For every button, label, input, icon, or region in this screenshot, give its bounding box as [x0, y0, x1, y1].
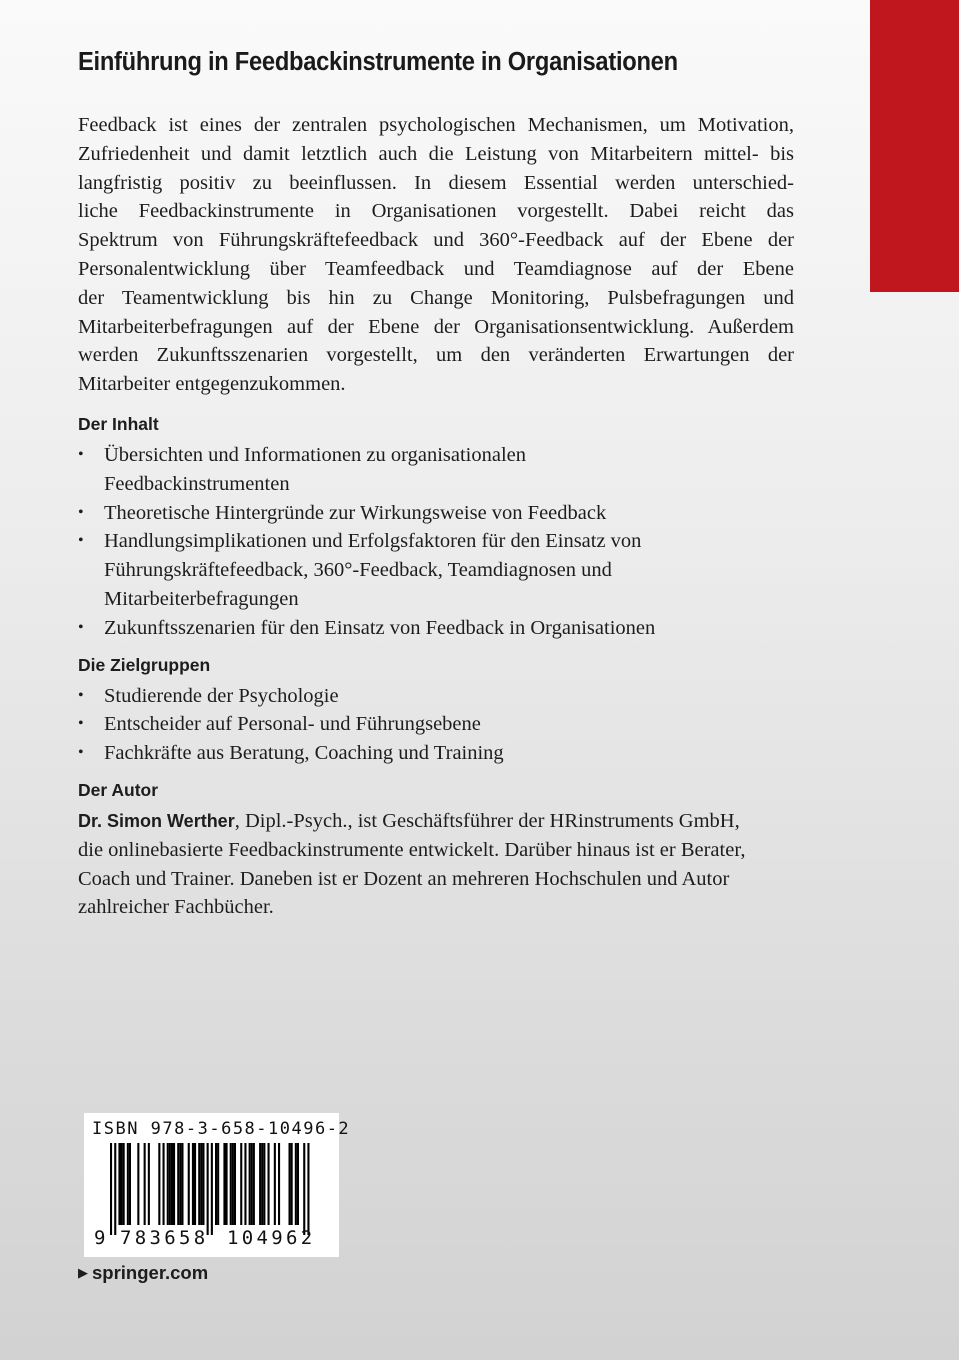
list-item: • Handlungsimplikationen und Erfolgsfaktoren für den Einsatz von Führungskräftefeedback, 360°-Feedback, Teamdiagnosen und Mitarbeiterbefragungen [78, 527, 728, 613]
intro-line: Feedback ist eines der zentralen psychologischen Mechanismen, um Motivation, [78, 114, 794, 136]
barcode-bar [240, 1143, 242, 1225]
list-item: • Theoretische Hintergründe zur Wirkungsweise von Feedback [78, 499, 794, 528]
barcode-bar [129, 1143, 131, 1225]
barcode-bar [297, 1143, 299, 1225]
barcode-bar [234, 1143, 236, 1225]
barcode-bar [173, 1143, 175, 1225]
intro-line: liche Feedbackinstrumente in Organisationen vorgestellt. Dabei reicht das [78, 200, 794, 223]
barcode-bar [232, 1143, 234, 1225]
barcode-bar [259, 1143, 261, 1225]
barcode-bar [200, 1143, 202, 1225]
barcode-guard-bar [207, 1143, 209, 1235]
intro-line: werden Zukunftsszenarien vorgestellt, um den veränderten Erwartungen der [78, 344, 794, 367]
barcode-bar [121, 1143, 123, 1225]
barcode-bar [179, 1143, 181, 1225]
arrow-right-icon: ▶ [78, 1265, 88, 1280]
barcode-bar [226, 1143, 228, 1225]
publisher-link[interactable] [78, 1262, 208, 1284]
barcode-guard-bar [211, 1143, 213, 1235]
barcode-bar [274, 1143, 276, 1225]
section-heading-inhalt: Der Inhalt [78, 413, 159, 434]
list-item: • Studierende der Psychologie [78, 682, 794, 711]
barcode-bar [223, 1143, 225, 1225]
barcode-bar [253, 1143, 255, 1225]
intro-line: Spektrum von Führungskräftefeedback und 360°-Feedback auf der Ebene der [78, 229, 794, 252]
author-bio-text: , Dipl.-Psych., ist Geschäftsführer der HRinstruments GmbH, [234, 809, 740, 832]
list-item: • Fachkräfte aus Beratung, Coaching und Training [78, 739, 794, 768]
barcode-bar [171, 1143, 173, 1225]
author-bio-line: die onlinebasierte Feedbackinstrumente entwickelt. Darüber hinaus ist er Berater, [78, 838, 746, 861]
barcode-bar [295, 1143, 297, 1225]
intro-line: Zufriedenheit und damit letztlich auch die Leistung von Mitarbeitern mittel- bis [78, 142, 794, 165]
isbn-label: ISBN 978-3-658-10496-2 [92, 1119, 351, 1139]
barcode-bar [192, 1143, 194, 1225]
section-heading-zielgruppen: Die Zielgruppen [78, 654, 211, 675]
intro-paragraph [78, 111, 794, 399]
section-heading-autor: Der Autor [78, 779, 159, 800]
barcode-bar [230, 1143, 232, 1225]
barcode-bar [194, 1143, 196, 1225]
list-item: • Entscheider auf Personal- und Führungsebene [78, 710, 794, 739]
ean-left-group: 783658 [120, 1227, 209, 1249]
barcode-bar [118, 1143, 120, 1225]
barcode-guard-bar [110, 1143, 112, 1235]
barcode-bar [268, 1143, 270, 1225]
barcode-bar [177, 1143, 179, 1225]
barcode-bar [251, 1143, 253, 1225]
barcode-bar [278, 1143, 280, 1225]
barcode-bars [110, 1143, 314, 1235]
barcode-bar [291, 1143, 293, 1225]
barcode-bar [261, 1143, 263, 1225]
intro-line: langfristig positiv zu beeinflussen. In diesem Essential werden unterschied- [78, 171, 794, 194]
author-bio-line: Coach und Trainer. Daneben ist er Dozent an mehreren Hochschulen und Autor [78, 867, 730, 890]
barcode-bar [123, 1143, 125, 1225]
author-bio-line: zahlreicher Fachbücher. [78, 896, 274, 919]
barcode-bar [167, 1143, 169, 1225]
publisher-website: springer.com [92, 1262, 209, 1283]
barcode-bar [188, 1143, 190, 1225]
barcode-bar [127, 1143, 129, 1225]
page-title: Einführung in Feedbackinstrumente in Organisationen [78, 48, 678, 76]
barcode-bar [181, 1143, 183, 1225]
barcode-bar [263, 1143, 265, 1225]
barcode-bar [249, 1143, 251, 1225]
isbn-barcode [84, 1113, 351, 1257]
barcode-bar [217, 1143, 219, 1225]
inhalt-list [78, 441, 794, 643]
barcode-bar [215, 1143, 217, 1225]
barcode-bar [148, 1143, 150, 1225]
author-bio [78, 807, 794, 922]
barcode-bar [158, 1143, 160, 1225]
zielgruppen-list [78, 682, 794, 768]
red-accent-tab [870, 0, 959, 292]
list-item: • Übersichten und Informationen zu organisationalen Feedbackinstrumenten [78, 441, 618, 499]
barcode-bar [202, 1143, 204, 1225]
intro-line: Mitarbeiter entgegenzukommen. [78, 373, 346, 396]
ean-right-group: 104962 [227, 1227, 316, 1249]
barcode-guard-bar [114, 1143, 116, 1235]
barcode-bar [169, 1143, 171, 1225]
barcode-bar [137, 1143, 139, 1225]
author-name: Dr. Simon Werther [78, 810, 235, 831]
ean-first-digit: 9 [94, 1227, 106, 1249]
barcode-bar [198, 1143, 200, 1225]
author-bio-line [78, 807, 794, 836]
barcode-guard-bar [307, 1143, 309, 1235]
barcode-bar [163, 1143, 165, 1225]
intro-line: Personalentwicklung über Teamfeedback und Teamdiagnose auf der Ebene [78, 257, 794, 280]
back-cover-content [78, 48, 794, 922]
barcode-bar [244, 1143, 246, 1225]
intro-line: Mitarbeiterbefragungen auf der Ebene der Organisationsentwicklung. Außerdem [78, 315, 794, 338]
intro-line: der Teamentwicklung bis hin zu Change Monitoring, Pulsbefragungen und [78, 286, 794, 309]
barcode-guard-bar [303, 1143, 305, 1235]
list-item: • Zukunftsszenarien für den Einsatz von Feedback in Organisationen [78, 614, 794, 643]
barcode-bar [289, 1143, 291, 1225]
barcode-bar [144, 1143, 146, 1225]
